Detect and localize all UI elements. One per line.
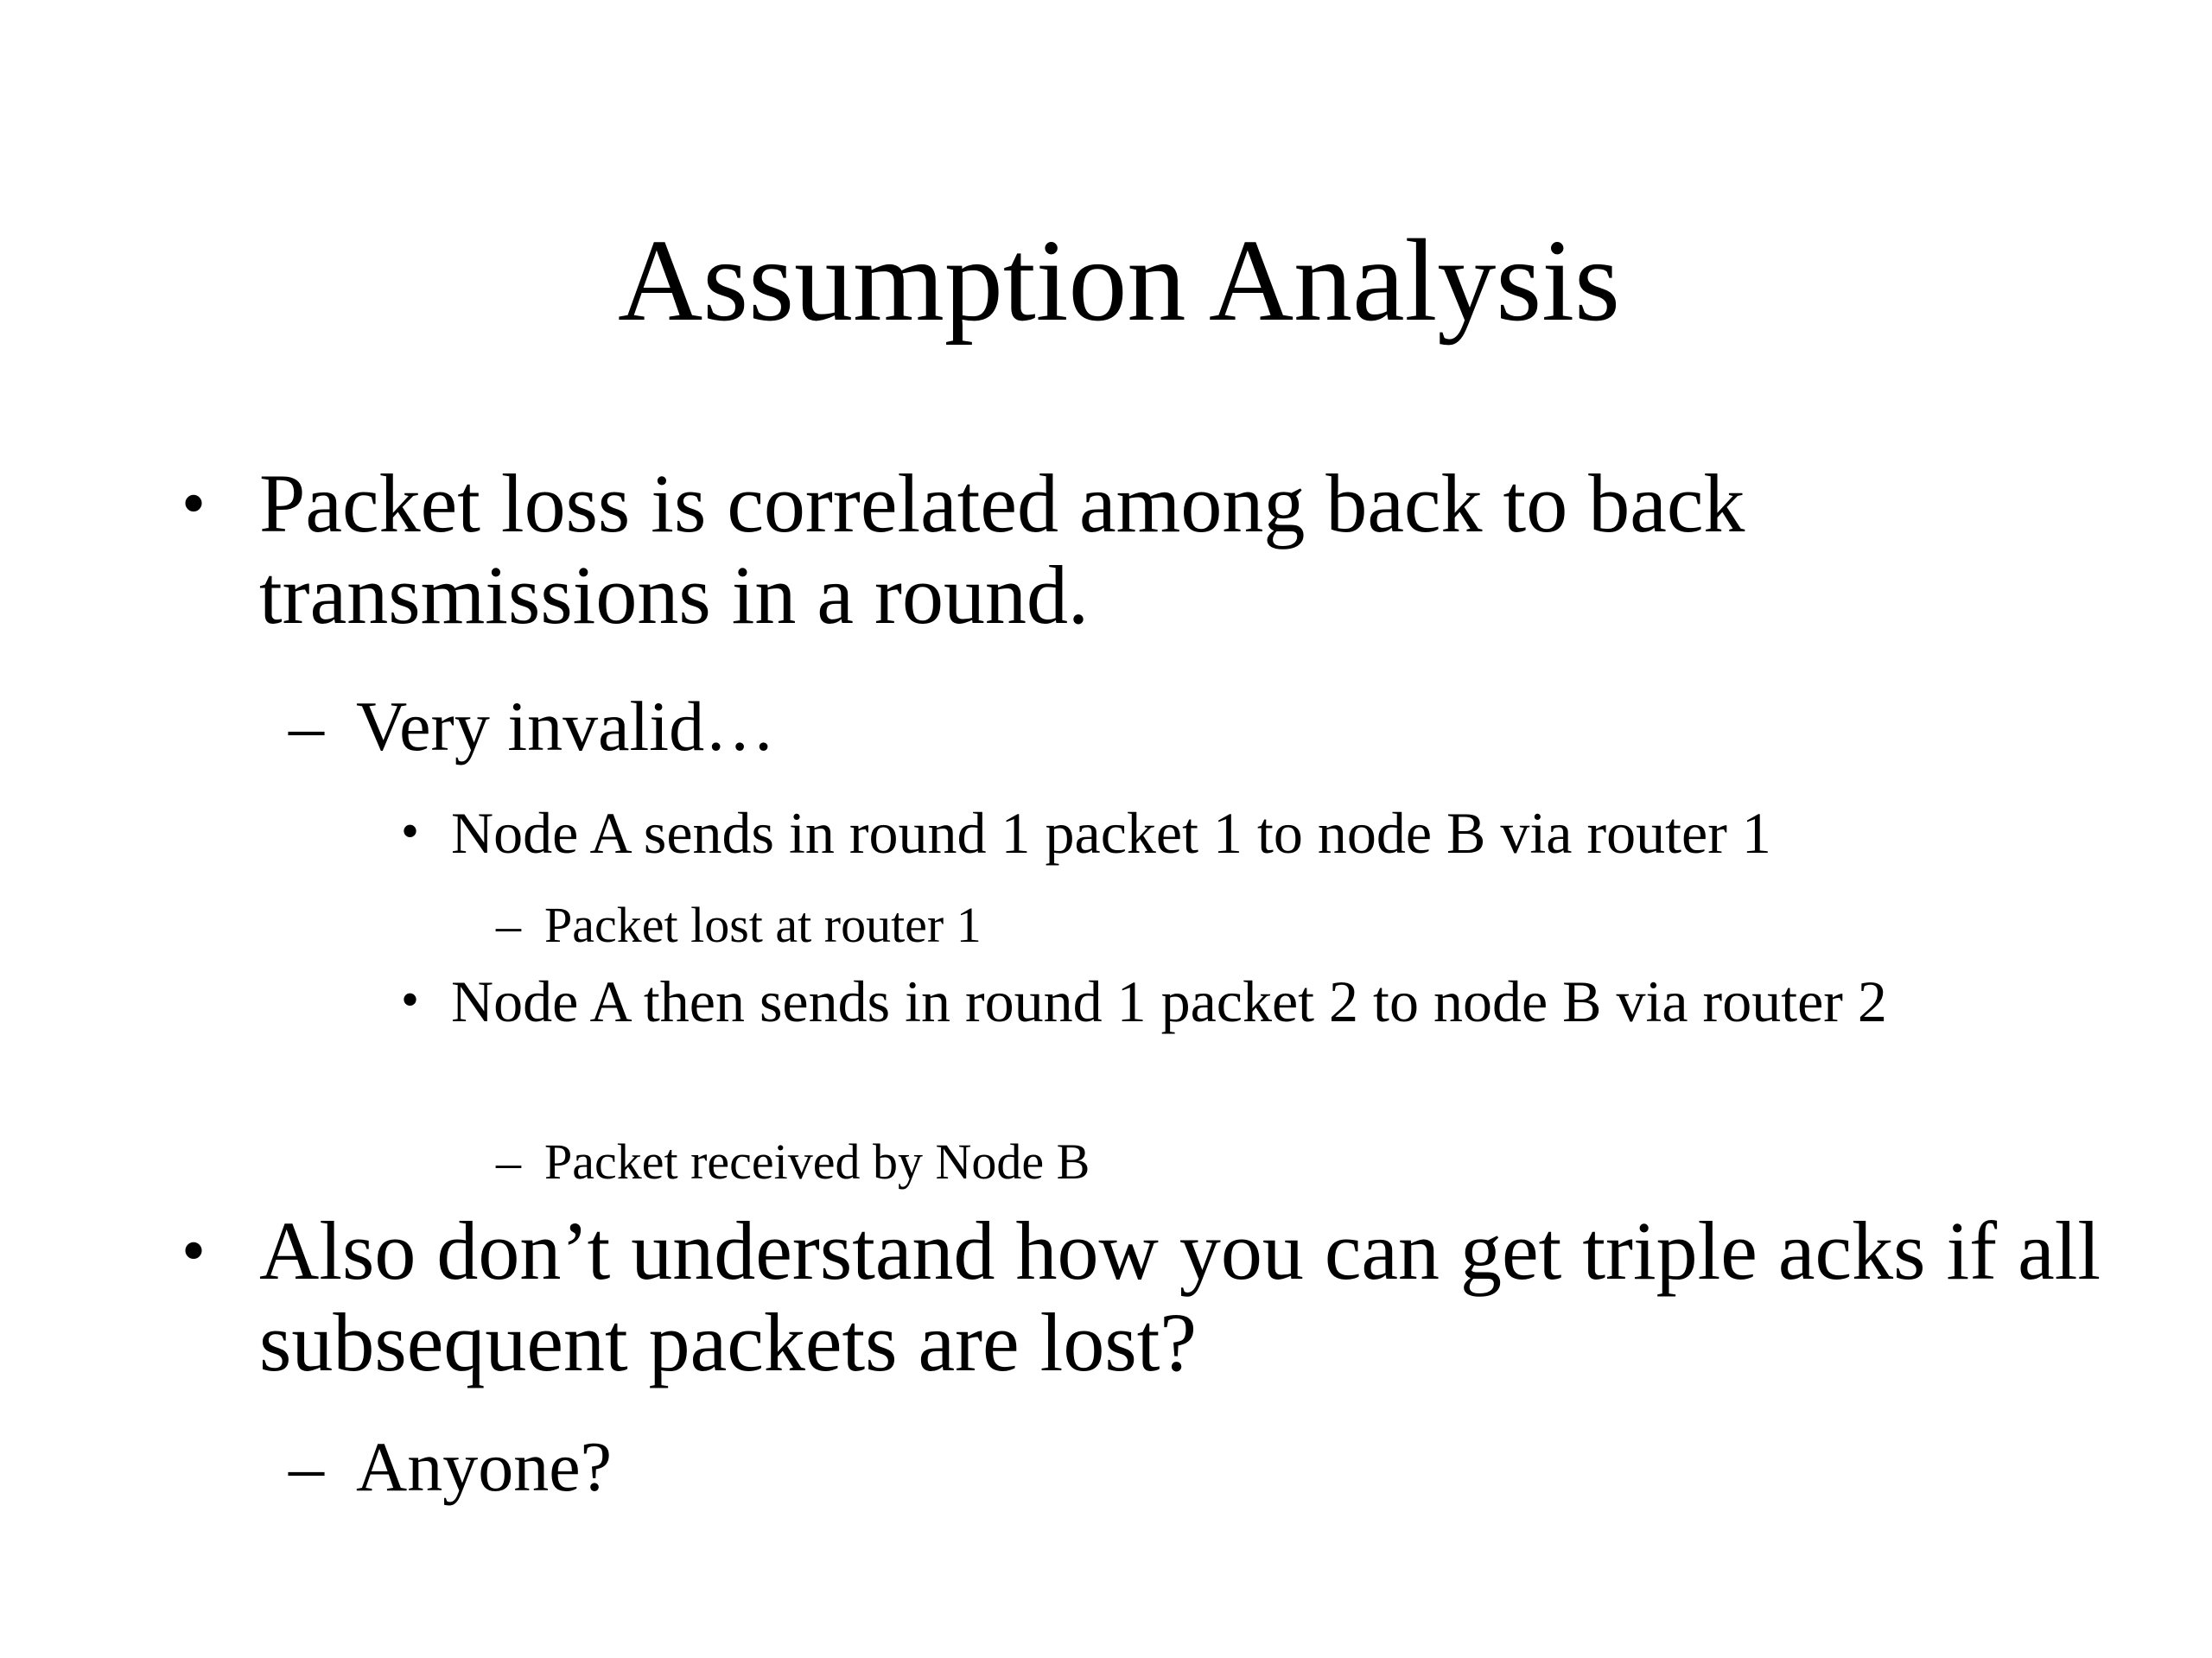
subbullet-very-invalid bbox=[289, 687, 2084, 766]
dash-icon: – bbox=[496, 1134, 521, 1190]
bullet-dot-icon: • bbox=[401, 971, 420, 1028]
bullet-packet-loss bbox=[181, 457, 2108, 641]
dash-icon: – bbox=[496, 897, 521, 953]
bullet-triple-acks bbox=[181, 1204, 2108, 1388]
dash-icon: – bbox=[289, 687, 324, 765]
level4-packet-lost bbox=[496, 897, 2013, 954]
subbullet-text: Anyone? bbox=[356, 1427, 613, 1506]
subsubbullet-text: Node A then sends in round 1 packet 2 to node B via router 2 bbox=[451, 969, 1887, 1034]
subbullet-anyone bbox=[289, 1427, 2084, 1507]
bullet-text: Also don’t understand how you can get triple acks if all subsequent packets are lost? bbox=[259, 1204, 2101, 1388]
bullet-dot-icon: • bbox=[401, 803, 420, 860]
level4-text: Packet received by Node B bbox=[544, 1134, 1090, 1190]
dash-icon: – bbox=[289, 1427, 324, 1506]
subsubbullet-node-a-sends bbox=[401, 799, 2067, 867]
subsubbullet-text: Node A sends in round 1 packet 1 to node B via router 1 bbox=[451, 800, 1771, 866]
bullet-dot-icon: • bbox=[181, 1213, 207, 1289]
slide-title: Assumption Analysis bbox=[618, 216, 1620, 346]
subsubbullet-node-a-then-sends bbox=[401, 968, 2067, 1035]
level4-text: Packet lost at router 1 bbox=[544, 897, 982, 953]
bullet-text: Packet loss is correlated among back to back transmissions in a round. bbox=[259, 457, 1745, 641]
subbullet-text: Very invalid… bbox=[356, 687, 776, 765]
bullet-dot-icon: • bbox=[181, 466, 207, 542]
level4-packet-received bbox=[496, 1134, 2013, 1191]
